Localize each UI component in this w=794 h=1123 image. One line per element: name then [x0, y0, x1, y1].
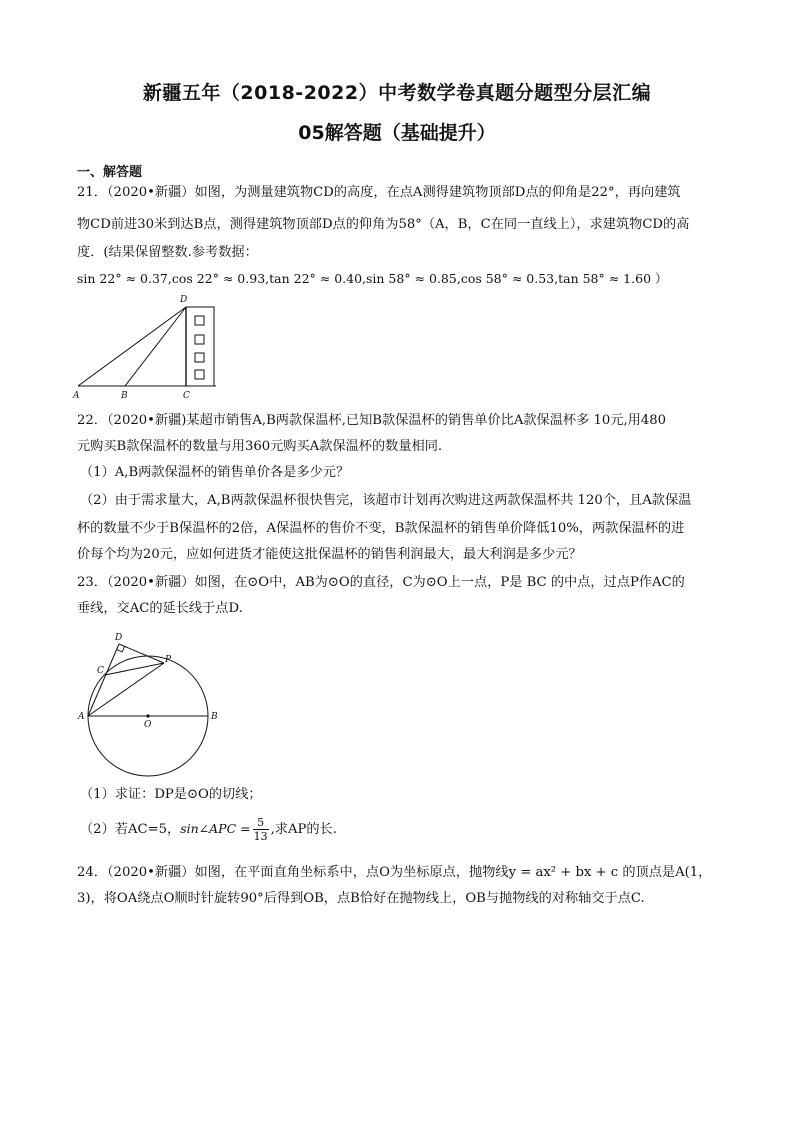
- q22-line-2: 元购买B款保温杯的数量与用360元购买A款保温杯的数量相同.: [77, 439, 443, 454]
- q23-fraction-numerator: 5: [253, 816, 269, 830]
- q23-label-b: B: [211, 712, 218, 722]
- q23-line-1: 23．（2020•新疆）如图，在⊙O中，AB为⊙O的直径，C为⊙O上一点，P是 BC 的中点，过点P作AC的: [77, 575, 685, 590]
- q23-label-d: D: [115, 633, 123, 643]
- q23-part-2: [80, 814, 722, 845]
- q21-label-c: C: [183, 391, 190, 401]
- q23-label-c: C: [97, 666, 104, 676]
- q22-part-1: （1）A,B两款保温杯的销售单价各是多少元？: [80, 465, 350, 480]
- q23-part-2-prefix: （2）若AC=5，: [80, 822, 181, 837]
- q21-line-1: 21．（2020•新疆）如图，为测量建筑物CD的高度，在点A测得建筑物顶部D点的仰角是22°，再向建筑: [77, 185, 681, 200]
- q21-label-d: D: [180, 295, 188, 305]
- q22-part-2-line-1: （2）由于需求量大，A,B两款保温杯很快售完，该超市计划再次购进这两款保温杯共 120个，且A款保温: [80, 493, 692, 508]
- q22-line-1: 22．（2020•新疆)某超市销售A,B两款保温杯,已知B款保温杯的销售单价比A款保温杯多 10元,用480: [77, 413, 666, 428]
- q22-part-2-line-2: 杯的数量不少于B保温杯的2倍，A保温杯的售价不变，B款保温杯的销售单价降低10%，两款保温杯的进: [77, 521, 685, 536]
- q23-label-o: O: [144, 720, 152, 730]
- section-heading: 一、解答题: [77, 165, 143, 180]
- page-subtitle: 05解答题（基础提升）: [298, 122, 496, 144]
- q24-line-1: 24．（2020•新疆）如图，在平面直角坐标系中，点O为坐标原点，抛物线y = ax² + bx + c 的顶点是A(1，: [77, 865, 712, 880]
- q23-line-2: 垂线，交AC的延长线于点D.: [77, 601, 243, 616]
- q21-label-a: A: [73, 391, 80, 401]
- q23-label-p: P: [165, 655, 172, 665]
- q23-fraction: [253, 816, 269, 843]
- q23-fraction-denominator: 13: [253, 830, 268, 843]
- q22-part-2-line-3: 价每个均为20元，应如何进货才能使这批保温杯的销售利润最大，最大利润是多少元？: [77, 547, 582, 562]
- q23-part-2-suffix: ,求AP的长.: [270, 822, 337, 837]
- q23-label-a: A: [78, 712, 85, 722]
- q21-label-b: B: [121, 391, 128, 401]
- q23-part-1: （1）求证：DP是⊙O的切线；: [80, 787, 262, 802]
- q21-figure: [70, 290, 230, 404]
- q21-line-3: 度．(结果保留整数.参考数据：: [77, 245, 258, 260]
- page-title: 新疆五年（2018-2022）中考数学卷真题分题型分层汇编: [142, 82, 652, 104]
- q21-line-2: 物CD前进30米到达B点，测得建筑物顶部D点的仰角为58°（A，B，C在同一直线上），求建筑物CD的高: [77, 217, 690, 232]
- q24-line-2: 3)，将OA绕点O顺时针旋转90°后得到OB，点B恰好在抛物线上，OB与抛物线的对称轴交于点C.: [77, 891, 645, 906]
- q23-figure: [72, 628, 222, 778]
- q23-part-2-sin: sin∠APC =: [180, 821, 251, 836]
- q21-reference-data: sin 22° ≈ 0.37,cos 22° ≈ 0.93,tan 22° ≈ 0.40,sin 58° ≈ 0.85,cos 58° ≈ 0.53,tan 58° ≈ 1.60 ）: [77, 271, 668, 286]
